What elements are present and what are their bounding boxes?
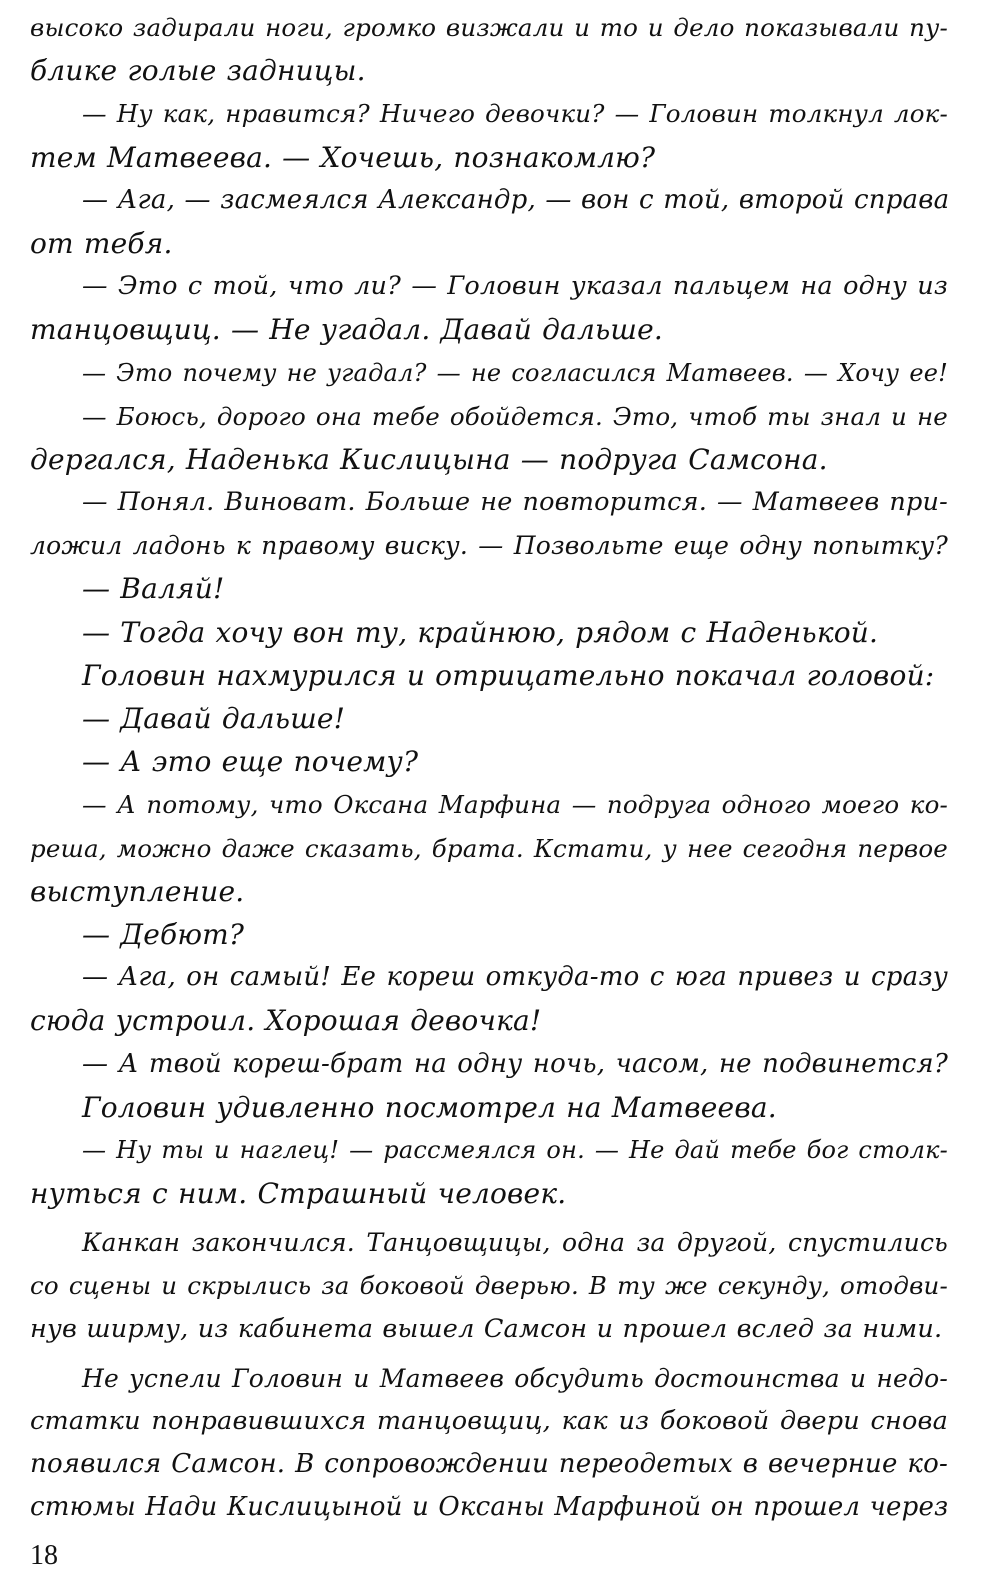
text-line: Головин удивленно посмотрел на Матвеева.	[82, 1090, 777, 1124]
text-line: выступление.	[30, 874, 245, 908]
text-line: статки понравившихся танцовщиц, как из боковой двери снова	[30, 1406, 948, 1436]
text-line: — А потому, что Оксана Марфина — подруга одного моего ко-	[82, 790, 948, 820]
text-line: нув ширму, из кабинета вышел Самсон и прошел вслед за ними.	[30, 1313, 943, 1344]
text-line: нуться с ним. Страшный человек.	[30, 1177, 567, 1211]
page-number: 18	[30, 1540, 58, 1571]
text-line: — Это с той, что ли? — Головин указал пальцем на одну из	[82, 271, 948, 302]
text-line: — Это почему не угадал? — не согласился Матвеев. — Хочу ее!	[82, 358, 948, 387]
text-line: стюмы Нади Кислицыной и Оксаны Марфиной он прошел через	[30, 1492, 949, 1523]
text-line: сюда устроил. Хорошая девочка!	[30, 1004, 542, 1038]
text-line: — Боюсь, дорого она тебе обойдется. Это, чтоб ты знал и не	[82, 401, 948, 431]
text-line: блике голые задницы.	[30, 54, 366, 88]
text-line: ложил ладонь к правому виску. — Позвольте еще одну попытку?	[30, 531, 948, 561]
text-line: танцовщиц. — Не угадал. Давай дальше.	[30, 313, 664, 347]
text-line: со сцены и скрылись за боковой дверью. В ту же секунду, отодви-	[30, 1271, 948, 1301]
text-line: реша, можно даже сказать, брата. Кстати, у нее сегодня первое	[30, 833, 948, 863]
text-line: — Давай дальше!	[82, 702, 346, 735]
text-line: Головин нахмурился и отрицательно покачал головой:	[82, 658, 935, 692]
text-line: Не успели Головин и Матвеев обсудить достоинства и недо-	[82, 1363, 948, 1393]
text-line: — Ну как, нравится? Ничего девочки? — Головин толкнул лок-	[82, 99, 948, 129]
text-line: — А твой кореш-брат на одну ночь, часом, не подвинется?	[82, 1048, 948, 1079]
text-line: дергался, Наденька Кислицына — подруга Самсона.	[30, 442, 828, 476]
text-line: — Валяй!	[82, 572, 225, 606]
text-line: тем Матвеева. — Хочешь, познакомлю?	[30, 140, 656, 174]
text-line: — Понял. Виноват. Больше не повторится. — Матвеев при-	[82, 487, 948, 518]
text-line: — Ага, — засмеялся Александр, — вон с той, второй справа	[82, 184, 950, 215]
text-line: Канкан закончился. Танцовщицы, одна за другой, спустились	[82, 1228, 948, 1258]
text-line: — Ага, он самый! Ее кореш откуда-то с юга привез и сразу	[82, 962, 948, 993]
text-line: — Тогда хочу вон ту, крайнюю, рядом с Наденькой.	[82, 615, 879, 649]
text-line: — Дебют?	[82, 917, 245, 951]
body-text	[30, 6, 948, 1530]
text-line: — А это еще почему?	[82, 745, 419, 779]
text-line: высоко задирали ноги, громко визжали и то и дело показывали пу-	[30, 13, 948, 42]
text-line: — Ну ты и наглец! — рассмеялся он. — Не дай тебе бог столк-	[82, 1135, 948, 1164]
text-line: появился Самсон. В сопровождении переодетых в вечерние ко-	[30, 1449, 948, 1480]
text-line: от тебя.	[30, 226, 173, 260]
